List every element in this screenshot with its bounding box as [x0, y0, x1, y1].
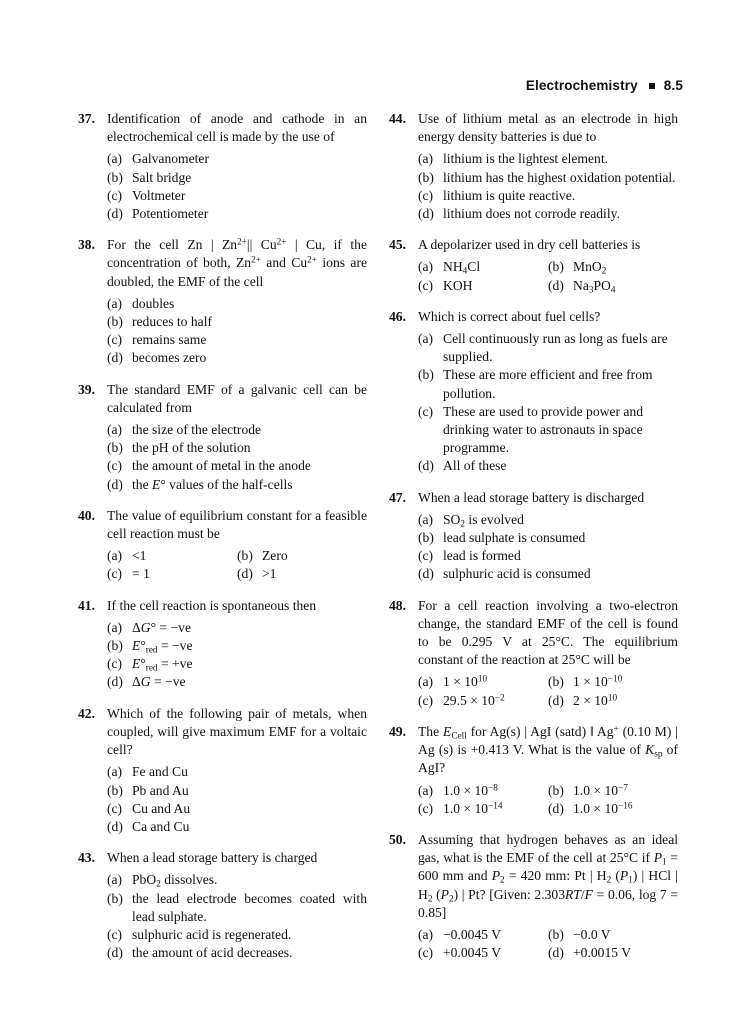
question-stem: The value of equilibrium constant for a feasible cell reaction must be: [107, 507, 367, 542]
option-c[interactable]: [107, 457, 367, 475]
question-number: 44.: [389, 111, 406, 126]
option-a[interactable]: [107, 871, 367, 889]
option-text: lithium is quite reactive.: [443, 187, 576, 203]
option-label: (c): [418, 277, 434, 293]
option-text: $SO_2$ is evolved: [443, 511, 524, 529]
option-d[interactable]: [418, 205, 678, 223]
option-text: $1.0 \times 10^{-14}$: [443, 800, 503, 816]
option-label: (a): [107, 872, 123, 888]
option-a[interactable]: [418, 673, 548, 691]
option-list: [107, 871, 367, 962]
option-label: (c): [418, 548, 434, 564]
option-text: These are more efficient and free from pollution.: [443, 367, 653, 401]
option-label: (b): [548, 782, 564, 798]
option-label: (b): [107, 638, 123, 654]
option-text: the E° values of the half-cells: [132, 476, 293, 492]
option-text: Salt bridge: [132, 169, 192, 185]
option-list: [107, 295, 367, 368]
option-label: (d): [107, 476, 123, 492]
question-body: [107, 849, 367, 962]
option-text: PbO$_2$ dissolves.: [132, 872, 218, 889]
question-number: 49.: [389, 723, 406, 739]
option-a[interactable]: [418, 511, 678, 529]
option-a[interactable]: [418, 926, 548, 944]
question-block: [389, 308, 678, 476]
option-label: (c): [107, 656, 123, 672]
option-d[interactable]: [107, 673, 367, 691]
option-text: $1.0 \times 10^{-16}$: [573, 800, 633, 816]
option-text: +0.0015 V: [573, 945, 632, 961]
question-block: [78, 849, 367, 962]
option-b[interactable]: [107, 169, 367, 187]
question-body: [107, 705, 367, 836]
option-text: Fe and Cu: [132, 764, 188, 780]
option-d[interactable]: [107, 818, 367, 836]
option-label: (a): [107, 295, 123, 311]
option-text: ΔG = −ve: [132, 674, 186, 690]
option-c[interactable]: [107, 187, 367, 205]
option-text: $E^\circ_{red} = +ve$: [132, 656, 193, 673]
option-label: (d): [107, 674, 123, 690]
option-text: KOH: [443, 277, 473, 293]
option-b[interactable]: [107, 782, 367, 800]
option-d[interactable]: [418, 565, 678, 583]
question-number: 40.: [78, 507, 95, 523]
option-text: $Na_3PO_4$: [573, 277, 616, 295]
option-list: [418, 258, 678, 294]
question-stem: The standard EMF of a galvanic cell can be calculated from: [107, 381, 367, 415]
option-label: (d): [107, 350, 123, 366]
question-number: 41.: [78, 597, 95, 613]
option-text: lithium is the lightest element.: [443, 151, 608, 167]
right-column: [389, 110, 678, 975]
option-label: (a): [418, 674, 434, 690]
option-row: [418, 782, 678, 800]
question-block: [389, 831, 678, 962]
option-label: (a): [107, 619, 123, 635]
option-a[interactable]: [418, 258, 548, 276]
option-b[interactable]: [107, 637, 367, 655]
option-label: (b): [237, 548, 253, 564]
question-stem: For the cell Zn | $Zn^{2+}||$ $Cu^{2+}$ | Cu, if the concentration of both, $Zn^{2+}$ and $Cu^{2+}$ ions are doubled, the EMF of the cell: [107, 236, 367, 289]
option-text: the amount of acid decreases.: [132, 945, 293, 961]
question-body: [418, 723, 678, 818]
option-text: the amount of metal in the anode: [132, 458, 311, 474]
question-number: 43.: [78, 850, 95, 866]
option-label: (a): [418, 782, 434, 798]
question-body: [107, 381, 367, 494]
option-label: (a): [418, 511, 434, 527]
question-body: [418, 110, 678, 223]
option-label: (a): [107, 548, 123, 564]
question-number: 47.: [389, 489, 406, 505]
question-body: [107, 110, 367, 223]
question-stem: For a cell reaction involving a two-electron change, the standard EMF of the cell is found to be 0.295 V at 25°C. The equilibrium constant of the reaction at 25°C will be: [418, 597, 678, 668]
question-body: [418, 308, 678, 476]
option-label: (d): [548, 277, 564, 293]
option-a[interactable]: [107, 763, 367, 781]
option-label: (d): [107, 945, 123, 961]
question-block: [78, 507, 367, 584]
option-text: Zero: [262, 548, 288, 564]
page-number: 8.5: [663, 78, 683, 93]
two-column-body: [78, 110, 678, 975]
option-label: (b): [548, 259, 564, 275]
option-label: (b): [418, 530, 434, 546]
question-body: [418, 236, 678, 295]
question-number: 46.: [389, 308, 406, 324]
question-body: [418, 597, 678, 710]
option-label: (b): [418, 367, 434, 383]
question-body: [107, 236, 367, 367]
chapter-title: Electrochemistry: [525, 78, 638, 93]
question-number: 42.: [78, 705, 95, 721]
option-row: [107, 547, 367, 565]
option-a[interactable]: [107, 421, 367, 439]
option-label: (d): [418, 566, 434, 582]
option-d[interactable]: [548, 800, 678, 818]
option-b[interactable]: [418, 529, 678, 547]
question-stem: When a lead storage battery is discharged: [418, 489, 645, 505]
option-label: (a): [107, 151, 123, 167]
option-d[interactable]: [107, 944, 367, 962]
option-text: $1 \times 10^{10}$: [443, 674, 488, 690]
question-stem: A depolarizer used in dry cell batteries is: [418, 237, 641, 253]
option-c[interactable]: [107, 565, 237, 583]
option-c[interactable]: [418, 547, 678, 565]
option-row: [418, 673, 678, 691]
option-text: Potentiometer: [132, 206, 209, 222]
option-list: [107, 421, 367, 494]
option-label: (d): [107, 206, 123, 222]
option-a[interactable]: [418, 150, 678, 168]
option-text: = 1: [132, 566, 150, 582]
option-text: All of these: [443, 458, 507, 474]
option-a[interactable]: [107, 150, 367, 168]
option-text: lithium does not corrode readily.: [443, 206, 620, 222]
option-text: doubles: [132, 295, 175, 311]
option-label: (d): [548, 800, 564, 816]
question-block: [389, 489, 678, 584]
option-c[interactable]: [418, 187, 678, 205]
option-b[interactable]: [418, 169, 678, 187]
option-b[interactable]: [548, 926, 678, 944]
option-d[interactable]: [107, 476, 367, 494]
option-d[interactable]: [107, 205, 367, 223]
option-list: [418, 511, 678, 584]
option-text: sulphuric acid is consumed: [443, 566, 591, 582]
option-text: lithium has the highest oxidation potential.: [443, 169, 676, 185]
option-b[interactable]: [418, 366, 678, 402]
option-b[interactable]: [107, 313, 367, 331]
left-column: [78, 110, 367, 975]
option-label: (b): [548, 674, 564, 690]
option-label: (c): [107, 566, 123, 582]
option-label: (b): [418, 169, 434, 185]
option-c[interactable]: [418, 692, 548, 710]
option-label: (c): [418, 945, 434, 961]
question-number: 38.: [78, 237, 95, 253]
option-text: sulphuric acid is regenerated.: [132, 926, 292, 942]
option-a[interactable]: [107, 547, 237, 565]
question-body: [418, 831, 678, 962]
question-body: [418, 489, 678, 584]
option-c[interactable]: [107, 800, 367, 818]
option-label: (d): [107, 818, 123, 834]
question-body: [107, 507, 367, 584]
option-list: [107, 619, 367, 692]
option-text: These are used to provide power and drinking water to astronauts in space programme.: [443, 403, 644, 456]
option-d[interactable]: [237, 565, 367, 583]
option-list: [418, 782, 678, 818]
option-d[interactable]: [548, 277, 678, 295]
option-row: [418, 692, 678, 710]
option-d[interactable]: [548, 692, 678, 710]
option-d[interactable]: [548, 944, 678, 962]
option-a[interactable]: [418, 330, 678, 366]
option-b[interactable]: [548, 782, 678, 800]
option-text: the pH of the solution: [132, 440, 251, 456]
option-text: $E^\circ_{red} = -ve$: [132, 638, 193, 655]
option-label: (b): [107, 890, 123, 906]
question-number: 50.: [389, 831, 406, 847]
option-c[interactable]: [107, 926, 367, 944]
option-list: [418, 330, 678, 476]
option-b[interactable]: [548, 673, 678, 691]
option-label: (a): [107, 422, 123, 438]
option-d[interactable]: [418, 457, 678, 475]
option-list: [418, 673, 678, 709]
option-label: (b): [107, 440, 123, 456]
question-block: [389, 110, 678, 223]
option-label: (c): [107, 458, 123, 474]
option-label: (a): [418, 926, 434, 942]
option-label: (d): [548, 692, 564, 708]
option-label: (c): [107, 926, 123, 942]
option-text: the size of the electrode: [132, 422, 262, 438]
question-block: [78, 705, 367, 836]
question-block: [78, 236, 367, 367]
option-text: Ca and Cu: [132, 818, 190, 834]
option-label: (c): [107, 800, 123, 816]
option-text: $1.0 \times 10^{-7}$: [573, 782, 628, 798]
option-text: remains same: [132, 332, 207, 348]
option-label: (d): [548, 945, 564, 961]
option-label: (b): [548, 926, 564, 942]
option-list: [107, 547, 367, 583]
option-c[interactable]: [107, 331, 367, 349]
option-text: $1 \times 10^{-10}$: [573, 674, 623, 690]
option-text: Cell continuously run as long as fuels are supplied.: [443, 331, 668, 365]
running-head: [526, 78, 683, 93]
question-block: [389, 236, 678, 295]
option-row: [418, 258, 678, 276]
option-text: Pb and Au: [132, 782, 189, 798]
option-list: [107, 150, 367, 223]
option-text: ΔG° = −ve: [132, 619, 191, 635]
question-number: 45.: [389, 237, 406, 253]
option-text: Voltmeter: [132, 187, 186, 203]
option-text: lead sulphate is consumed: [443, 530, 586, 546]
option-row: [418, 277, 678, 295]
option-label: (c): [418, 800, 434, 816]
option-a[interactable]: [107, 619, 367, 637]
option-label: (d): [418, 458, 434, 474]
option-text: −0.0045 V: [443, 926, 502, 942]
option-row: [418, 944, 678, 962]
option-row: [418, 926, 678, 944]
option-text: Galvanometer: [132, 151, 209, 167]
question-block: [389, 723, 678, 818]
option-text: $2 \times 10^{10}$: [573, 692, 618, 708]
option-row: [418, 800, 678, 818]
option-c[interactable]: [418, 944, 548, 962]
option-text: $29.5 \times 10^{-2}$: [443, 692, 505, 708]
question-block: [389, 597, 678, 710]
option-label: (d): [418, 206, 434, 222]
option-text: becomes zero: [132, 350, 207, 366]
square-bullet-icon: [649, 83, 655, 89]
question-body: [107, 597, 367, 692]
question-stem: Use of lithium metal as an electrode in high energy density batteries is due to: [418, 111, 678, 145]
question-number: 39.: [78, 381, 95, 397]
question-stem: If the cell reaction is spontaneous then: [107, 597, 317, 613]
option-text: MnO$_2$: [573, 259, 607, 276]
option-d[interactable]: [107, 349, 367, 367]
question-stem: Identification of anode and cathode in an electrochemical cell is made by the use of: [107, 111, 367, 145]
option-a[interactable]: [418, 782, 548, 800]
option-text: reduces to half: [132, 314, 213, 330]
option-text: +0.0045 V: [443, 945, 502, 961]
question-number: 37.: [78, 111, 95, 126]
option-text: >1: [262, 566, 277, 582]
question-stem: When a lead storage battery is charged: [107, 850, 318, 866]
option-text: −0.0 V: [573, 926, 611, 942]
option-text: lead is formed: [443, 548, 521, 564]
question-stem: Assuming that hydrogen behaves as an ideal gas, what is the EMF of the cell at 25°C if $P_1 = 600$ mm and $P_2 = 420$ mm: Pt | $H_2$ $(P_1)$ | HCl | $H_2$ $(P_2)$ | Pt? [Given: 2.303RT/F = 0.06, log 7 = 0.85]: [418, 831, 678, 920]
option-label: (b): [107, 782, 123, 798]
option-b[interactable]: [107, 890, 367, 926]
option-label: (c): [418, 692, 434, 708]
option-text: $NH_4Cl$: [443, 259, 481, 276]
option-label: (c): [418, 187, 434, 203]
question-stem: The $E_{Cell}$ for Ag(s) | AgI (satd) ‖ Ag+ (0.10 M) | Ag (s) is +0.413 V. What is the value of $K_{sp}$ of AgI?: [418, 723, 678, 776]
option-b[interactable]: [107, 439, 367, 457]
option-c[interactable]: [107, 655, 367, 673]
option-text: $1.0 \times 10^{-8}$: [443, 782, 498, 798]
option-label: (a): [418, 331, 434, 347]
question-stem: Which is correct about fuel cells?: [418, 308, 601, 324]
option-label: (d): [237, 566, 253, 582]
option-label: (a): [107, 764, 123, 780]
option-label: (a): [418, 151, 434, 167]
option-label: (b): [107, 169, 123, 185]
option-label: (c): [418, 403, 434, 419]
option-text: <1: [132, 548, 147, 564]
question-block: [78, 597, 367, 692]
question-stem: Which of the following pair of metals, when coupled, will give maximum EMF for a voltaic cell?: [107, 705, 367, 758]
option-text: Cu and Au: [132, 800, 191, 816]
option-b[interactable]: [548, 258, 678, 276]
option-c[interactable]: [418, 800, 548, 818]
option-label: (c): [107, 187, 123, 203]
option-a[interactable]: [107, 295, 367, 313]
option-b[interactable]: [237, 547, 367, 565]
option-list: [418, 926, 678, 962]
question-block: [78, 381, 367, 494]
option-label: (a): [418, 259, 434, 275]
option-list: [107, 763, 367, 836]
option-c[interactable]: [418, 277, 548, 295]
option-row: [107, 565, 367, 583]
question-block: [78, 110, 367, 223]
question-number: 48.: [389, 597, 406, 613]
option-label: (b): [107, 314, 123, 330]
option-label: (c): [107, 332, 123, 348]
option-c[interactable]: [418, 403, 678, 458]
option-list: [418, 150, 678, 223]
option-text: the lead electrode becomes coated with lead sulphate.: [132, 890, 367, 924]
